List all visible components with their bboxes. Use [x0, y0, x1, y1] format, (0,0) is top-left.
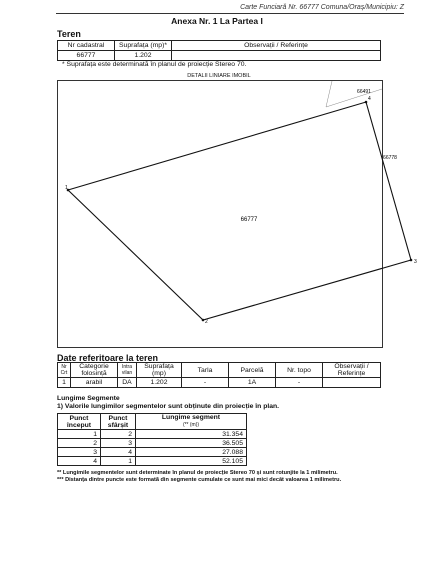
- col-suprafata: Suprafața (mp): [137, 363, 182, 378]
- segments-table-body: [58, 430, 247, 466]
- map-title: DETALII LINIARE IMOBIL: [187, 73, 251, 79]
- cell-intravilan: DA: [118, 378, 137, 388]
- col-nr-topo: Nr. topo: [276, 363, 323, 378]
- col-observatii: Observații / Referințe: [172, 41, 381, 51]
- cell-nr-topo: -: [276, 378, 323, 388]
- teren-table-header: [58, 41, 381, 51]
- col-nr-crt: Nr Crt: [58, 363, 71, 378]
- table-row: [58, 51, 381, 61]
- cell-tarla: -: [182, 378, 229, 388]
- date-teren-table: [57, 362, 381, 388]
- parcel-vertex: [202, 319, 205, 322]
- date-teren-section-title: Date referitoare la teren: [57, 353, 159, 363]
- segments-table: [57, 413, 247, 466]
- col-punct-inceput: Punct început: [58, 414, 101, 430]
- header-rule: [56, 13, 404, 14]
- cell-suprafata: 1.202: [115, 51, 172, 61]
- segments-notes: [57, 470, 341, 484]
- col-observatii: Observații / Referințe: [323, 363, 381, 378]
- cell-punct-sfarsit: 1: [101, 457, 136, 466]
- cell-punct-inceput: 3: [58, 448, 101, 457]
- table-row: [58, 439, 247, 448]
- parcel-vertex: [365, 101, 368, 104]
- cell-nr-cadastral: 66777: [58, 51, 115, 61]
- cell-punct-sfarsit: 4: [101, 448, 136, 457]
- cell-punct-inceput: 4: [58, 457, 101, 466]
- cell-punct-inceput: 1: [58, 430, 101, 439]
- col-lungime-segment: Lungime segment (** (m)): [136, 414, 247, 430]
- parcel-boundary: [68, 102, 411, 320]
- annex-title: Anexa Nr. 1 La Partea I: [171, 16, 263, 26]
- segments-note-1: ** Lungimile segmentelor sunt determinate în planul de proiecție Stereo 70 și sunt rotunjite la 1 milimetru.: [57, 470, 338, 476]
- col-parcela: Parcelă: [229, 363, 276, 378]
- table-row: [58, 378, 381, 388]
- cell-observatii: [172, 51, 381, 61]
- parcel-number-label: 66777: [240, 217, 258, 223]
- document-header-reference: Carte Funciară Nr. 66777 Comuna/Oraș/Municipiu: Z: [240, 4, 404, 11]
- neighbor-right-label: 66778: [383, 155, 397, 161]
- neighbor-top-label: 66491: [357, 89, 371, 95]
- parcel-vertex-label: 4: [368, 96, 371, 102]
- parcel-vertex: [410, 259, 413, 262]
- cell-observatii: [323, 378, 381, 388]
- segments-title: Lungime Segmente: [57, 395, 120, 402]
- col-intravilan: Intra vilan: [118, 363, 137, 378]
- col-tarla: Tarla: [182, 363, 229, 378]
- segments-note-2: *** Distanța dintre puncte este formată din segmente cumulate ce sunt mai mici decât valoarea 1 milimetru.: [57, 477, 342, 483]
- teren-section-title: Teren: [57, 29, 81, 39]
- cell-suprafata: 1.202: [137, 378, 182, 388]
- col-suprafata: Suprafața (mp)*: [115, 41, 172, 51]
- cell-lungime: 36.505: [136, 439, 247, 448]
- table-row: [58, 457, 247, 466]
- neighbor-boundary-line: [326, 89, 382, 107]
- col-punct-sfarsit: Punct sfârșit: [101, 414, 136, 430]
- cell-punct-sfarsit: 3: [101, 439, 136, 448]
- cell-lungime: 31.354: [136, 430, 247, 439]
- teren-footnote: * Suprafața este determinată în planul de proiecție Stereo 70.: [62, 61, 247, 68]
- neighbor-boundary-line: [326, 81, 332, 107]
- col-categorie: Categorie folosință: [71, 363, 118, 378]
- cell-parcela: 1A: [229, 378, 276, 388]
- parcel-vertex-label: 1: [65, 185, 68, 191]
- parcel-vertex-label: 3: [414, 259, 417, 265]
- parcel-map-svg: [58, 81, 417, 347]
- cell-lungime: 27.088: [136, 448, 247, 457]
- table-row: [58, 448, 247, 457]
- parcel-map: [57, 80, 417, 348]
- date-teren-header: [58, 363, 381, 378]
- cell-punct-inceput: 2: [58, 439, 101, 448]
- segments-table-header: [58, 414, 247, 430]
- teren-table: [57, 40, 381, 61]
- table-row: [58, 430, 247, 439]
- col-nr-cadastral: Nr cadastral: [58, 41, 115, 51]
- cell-lungime: 52.105: [136, 457, 247, 466]
- cell-categorie: arabil: [71, 378, 118, 388]
- segments-subtitle: 1) Valorile lungimilor segmentelor sunt obținute din proiecție în plan.: [57, 403, 280, 410]
- cell-punct-sfarsit: 2: [101, 430, 136, 439]
- parcel-vertex-label: 2: [205, 319, 208, 325]
- cell-nr-crt: 1: [58, 378, 71, 388]
